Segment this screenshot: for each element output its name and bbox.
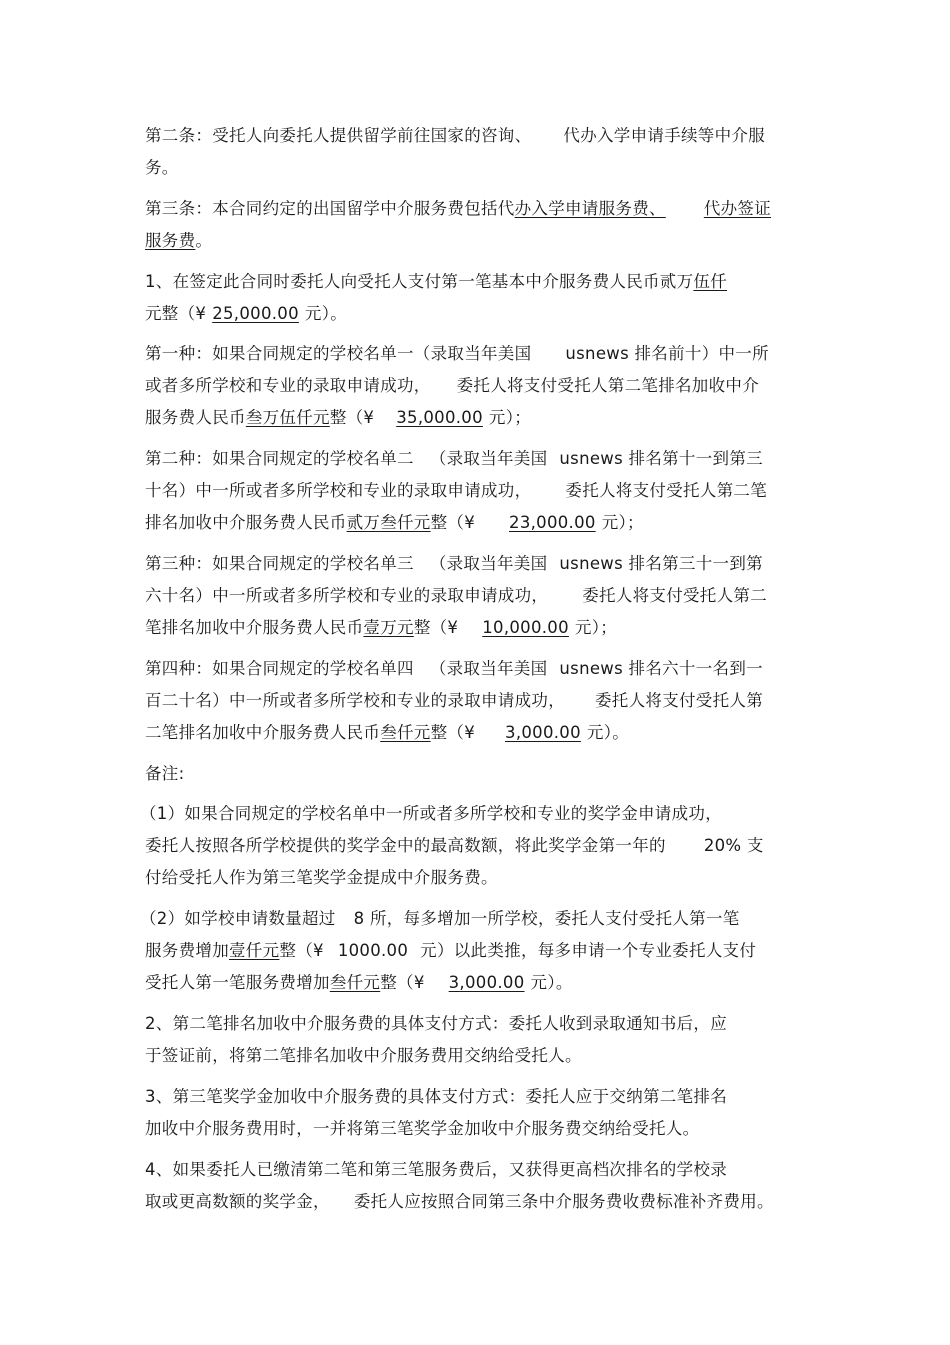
text-line	[145, 443, 810, 475]
text-run: 第二条：受托人向委托人提供留学前往国家的咨询、	[145, 126, 532, 145]
text-line	[145, 1081, 810, 1113]
text-line	[145, 507, 810, 539]
text-line	[145, 1040, 810, 1072]
article-2	[145, 120, 810, 184]
text-run: 整（¥	[430, 723, 476, 742]
text-run: 8 所，每多增加一所学校，委托人支付受托人第一笔	[353, 909, 740, 928]
text-line	[145, 548, 810, 580]
underlined-text: 服务费	[145, 231, 196, 250]
text-run: 委托人将支付受托人第二	[582, 586, 768, 605]
underlined-text: 壹万元	[363, 618, 414, 637]
text-run: （1）如果合同规定的学校名单中一所或者多所学校和专业的奖学金申请成功，	[140, 804, 722, 823]
text-run: 整（¥	[329, 408, 375, 427]
note-2	[140, 903, 805, 999]
text-run: 服务费增加	[145, 941, 229, 960]
text-run: 第三种：如果合同规定的学校名单三	[145, 554, 414, 573]
text-line: 备注:	[145, 764, 185, 783]
text-run: 3、第三笔奖学金加收中介服务费的具体支付方式：委托人应于交纳第二笔排名	[145, 1087, 727, 1106]
amount-figure: 23,000.00	[509, 513, 596, 532]
payment-item-2	[145, 1008, 810, 1072]
text-run: 加收中介服务费用时，一并将第三笔奖学金加收中介服务费交纳给受托人。	[145, 1119, 700, 1138]
text-line	[145, 653, 810, 685]
text-run: 整（¥	[430, 513, 476, 532]
text-line	[145, 1154, 810, 1186]
text-run: 元整（¥	[145, 304, 207, 323]
amount-figure: 3,000.00	[505, 723, 581, 742]
text-run: 委托人将支付受托人第	[595, 691, 763, 710]
kind-1	[145, 338, 810, 434]
text-run: 委托人应按照合同第三条中介服务费收费标准补齐费用。	[353, 1192, 774, 1211]
text-line	[145, 1008, 810, 1040]
text-line	[140, 830, 805, 862]
text-run: 或者多所学校和专业的录取申请成功，	[145, 376, 431, 395]
text-line	[145, 475, 810, 507]
text-line	[145, 370, 810, 402]
notes-heading	[145, 758, 810, 790]
article-3	[145, 193, 810, 257]
text-run: usnews 排名六十一名到一	[559, 659, 763, 678]
text-line	[140, 862, 805, 894]
amount-figure: 10,000.00	[482, 618, 569, 637]
kind-2	[145, 443, 810, 539]
text-run: （录取当年美国	[429, 449, 548, 468]
kind-4	[145, 653, 810, 749]
text-line	[145, 152, 810, 184]
underlined-text: 伍仟	[693, 272, 728, 291]
text-line	[140, 798, 805, 830]
text-line	[145, 193, 810, 225]
text-run: 服务费人民币	[145, 408, 246, 427]
underlined-text: 壹仟元	[229, 941, 280, 960]
text-run: 受托人第一笔服务费增加	[145, 973, 330, 992]
text-run: 委托人将支付受托人第二笔排名加收中介	[456, 376, 760, 395]
text-run: 1、在签定此合同时委托人向受托人支付第一笔基本中介服务费人民币贰万	[145, 272, 694, 291]
text-run: 代办入学申请手续等中介服	[563, 126, 766, 145]
text-run: 4、如果委托人已缴清第二笔和第三笔服务费后，又获得更高档次排名的学校录	[145, 1160, 727, 1179]
underlined-text: 叁仟元	[380, 723, 431, 742]
text-run: （录取当年美国	[429, 659, 548, 678]
text-line	[145, 298, 810, 330]
payment-item-4	[145, 1154, 810, 1218]
text-line	[145, 580, 810, 612]
text-run: 整（¥	[279, 941, 324, 960]
underlined-text: 代办签证	[703, 199, 772, 218]
underlined-text: 贰万叁仟元	[346, 513, 431, 532]
text-run: 元）。	[530, 973, 573, 992]
text-line	[145, 266, 810, 298]
text-line	[145, 612, 810, 644]
text-run: 付给受托人作为第三笔奖学金提成中介服务费。	[145, 868, 498, 887]
text-run: 第三条：本合同约定的出国留学中介服务费包括代	[145, 199, 515, 218]
text-line	[145, 1186, 810, 1218]
text-run: （2）如学校申请数量超过	[140, 909, 336, 928]
text-run: 务。	[145, 158, 179, 177]
text-run: usnews 排名第十一到第三	[559, 449, 763, 468]
text-run: 元）以此类推，每多申请一个专业委托人支付	[420, 941, 757, 960]
text-line	[145, 717, 810, 749]
text-line	[145, 120, 810, 152]
kind-3	[145, 548, 810, 644]
text-run: 整（¥	[413, 618, 459, 637]
text-run: 排名加收中介服务费人民币	[145, 513, 347, 532]
text-line	[145, 685, 810, 717]
text-line	[145, 1113, 810, 1145]
text-run: （录取当年美国	[429, 554, 548, 573]
text-run: 第一种：如果合同规定的学校名单一（录取当年美国	[145, 344, 532, 363]
text-run: 百二十名）中一所或者多所学校和专业的录取申请成功，	[145, 691, 565, 710]
note-1	[140, 798, 805, 894]
text-run: 委托人将支付受托人第二笔	[565, 481, 768, 500]
text-run: 于签证前，将第二笔排名加收中介服务费用交纳给受托人。	[145, 1046, 582, 1065]
text-line	[145, 338, 810, 370]
text-run: 十名）中一所或者多所学校和专业的录取申请成功，	[145, 481, 532, 500]
text-run: 六十名）中一所或者多所学校和专业的录取申请成功，	[145, 586, 549, 605]
amount-figure: 25,000.00	[212, 304, 299, 323]
payment-item-1	[145, 266, 810, 330]
text-run: 元）；	[574, 618, 618, 637]
underlined-text: 叁仟元	[329, 973, 381, 992]
text-line	[145, 225, 810, 257]
amount-figure: 3,000.00	[448, 973, 525, 992]
text-run: 笔排名加收中介服务费人民币	[145, 618, 364, 637]
text-run: 取或更高数额的奖学金，	[145, 1192, 330, 1211]
text-run: 元）；	[601, 513, 644, 532]
text-run: 二笔排名加收中介服务费人民币	[145, 723, 381, 742]
text-run: 。	[195, 231, 213, 250]
text-run: 整（¥	[380, 973, 425, 992]
amount-figure: 35,000.00	[396, 408, 483, 427]
text-run: usnews 排名第三十一到第	[559, 554, 763, 573]
text-run: usnews 排名前十）中一所	[565, 344, 769, 363]
underlined-text: 叁万伍仟元	[245, 408, 330, 427]
text-line	[140, 903, 805, 935]
text-run: 第四种：如果合同规定的学校名单四	[145, 659, 414, 678]
payment-item-3	[145, 1081, 810, 1145]
text-run: 第二种：如果合同规定的学校名单二	[145, 449, 414, 468]
text-run: 2、第二笔排名加收中介服务费的具体支付方式：委托人收到录取通知书后，应	[145, 1014, 727, 1033]
text-run: 20% 支	[703, 836, 764, 855]
text-run: 元）；	[488, 408, 532, 427]
underlined-text: 办入学申请服务费、	[514, 199, 666, 218]
text-run: 元）。	[304, 304, 348, 323]
text-run: 委托人按照各所学校提供的奖学金中的最高数额，将此奖学金第一年的	[145, 836, 666, 855]
text-line	[145, 402, 810, 434]
amount-figure: 1000.00	[337, 941, 409, 960]
text-run: 元）。	[586, 723, 630, 742]
text-line	[140, 967, 805, 999]
text-line	[140, 935, 805, 967]
